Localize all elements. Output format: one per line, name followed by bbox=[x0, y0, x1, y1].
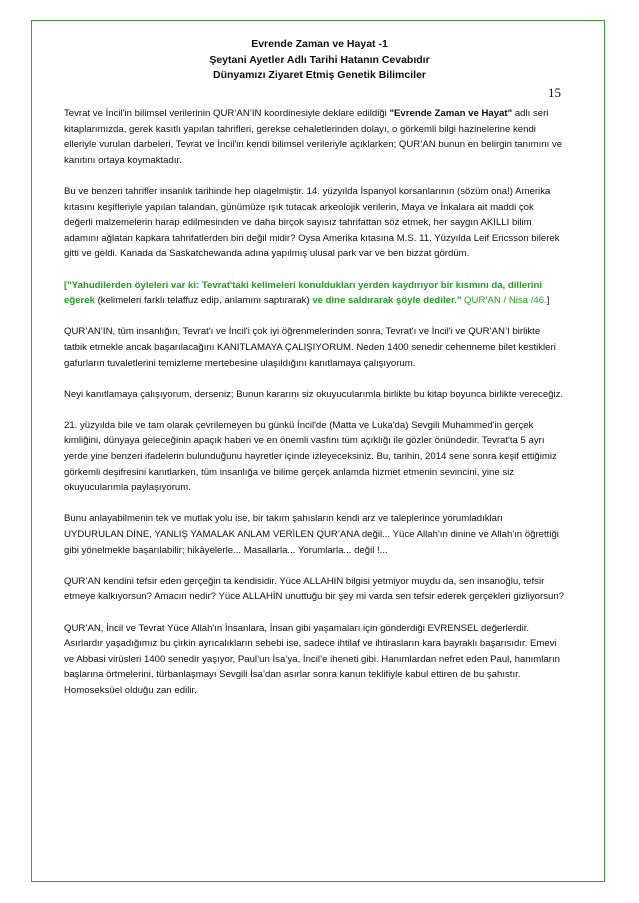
header-title: Evrende Zaman ve Hayat -1 bbox=[251, 38, 388, 50]
paragraph-4: QUR’AN’IN, tüm insanlığın, Tevrat'ı ve İncil'i çok iyi öğrenmelerinden sonra, Tevrat'ı ve İncil'i ve QUR’AN’I birlikte tatbik etmekle ancak başarılacağını KANITLAMAYA ÇALIŞIYORUM. Neden 1400 senedir cehenneme bilet kestikleri gafurların tuvaletlerini temizleme mertebesine ulaşıldığını kanıtlamaya çalışıyorum. bbox=[64, 326, 556, 369]
quote-text-2: ve dine saldırarak şöyle dediler." bbox=[312, 295, 462, 307]
paragraph-1 bbox=[64, 106, 564, 168]
paragraph-2: Bu ve benzeri tahrifler insanlık tarihinde hep olagelmiştir. 14. yüzyılda İspanyol korsanlarının (sözüm ona!) Amerika kıtasını keşifleriyle yapılan talandan, günümüze ışık tutacak arkeolojik verilerin, Maya ve İnkalara ait maddi çok değerli malzemelerin harap edilmesinden ve daha birçok sayısız tahrifattan söz etmek, her saygın AKILLI bilim adamını ağlatan kapkara tahrifatlerden biri değil midir? Oysa Amerika kıtasına M.S. 11. Yüzyılda Leif Ericsson bilerek gitti ve geldi. Kanada da Saskatchewanda adına yapılmış ulusal park var ve ben bizzat gördüm. bbox=[64, 185, 560, 260]
quote-text-1: "Yahudilerden öyleleri var ki: Tevrat'taki kelimeleri konuldukları yerden kaydırıyor bir kısmını da, dillerini eğerek bbox=[64, 279, 542, 307]
paragraph-7: Bunu anlayabilmenin tek ve mutlak yolu ise, bir takım şahısların kendi arz ve taleplerince yorumladıkları UYDURULAN DİNE, YANLIŞ YAMALAK ANLAM VERİLEN QUR’ANA değil... Yüce Allah'ın dinine ve Allah'ın öğrettiği gibi yönelmekle başarılabilir; hikâyelerle... Masallarla... Yorumlarla... değil !... bbox=[64, 513, 559, 556]
quote-close-bracket: ] bbox=[546, 295, 550, 307]
paragraph-quote bbox=[64, 278, 564, 309]
quote-open-bracket: [ bbox=[64, 279, 68, 291]
quote-explanation: (kelimeleri farklı telaffuz edip, anlamını saptırarak) bbox=[94, 295, 313, 307]
header-subtitle: Şeytani Ayetler Adlı Tarihi Hatanın Cevabıdır bbox=[209, 53, 430, 66]
document-body bbox=[64, 106, 564, 714]
paragraph-1-text: Tevrat ve İncil'in bilimsel verilerinin QUR’AN’IN koordinesiyle deklare edildiği bbox=[64, 108, 390, 119]
paragraph-5: Neyi kanıtlamaya çalışıyorum, derseniz; Bunun kararını siz okuyucularımla birlikte bu kitap boyunca birlikte vereceğiz. bbox=[64, 388, 564, 400]
document-header bbox=[0, 37, 639, 84]
book-title: "Evrende Zaman ve Hayat" bbox=[389, 108, 513, 119]
paragraph-1-text-2: adlı seri kitaplarımızda, gerek kasıtlı yapılan tahrifleri, gerekse cehaletlerinden dolayı, o görkemli bilgi hazinelerine kendi elleriyle vurulan darbeleri, Tevrat ve İncil'in kendi bilimsel verileriyle açıklarken; QUR’AN bunun en belirgin tanımını ve kanıtını ortaya koymaktadır. bbox=[64, 108, 563, 166]
paragraph-8: QUR’AN kendini tefsir eden gerçeğin ta kendisidir. Yüce ALLAHIN bilgisi yetmiyor muydu da, sen insanoğlu, tefsir etmeye kalkıyorsun? Amacın nedir? Yüce ALLAHİN unuttuğu bir şey mi varda sen tefsir ederek gerçekleri gizliyorsun? bbox=[64, 575, 565, 603]
page-number: 15 bbox=[548, 85, 561, 100]
paragraph-6: 21. yüzyılda bile ve tam olarak çevrilemeyen bu günkü İncil'de (Matta ve Luka'da) Sevgili Muhammed'in gerçek kimliğini, dünyaya geleceğinin apaçık haberi ve en önemli vasfını tüm açıklığı ile gözler önündedir. Tevrat'ta 5 ayrı yerde yine benzeri ifadelerin bulunduğunu hayretler içinde izleyeceksiniz. Bu, tarihin, 2014 sene sonra keşif ettiğimiz görkemli deşifresini kanıtlarken, tüm insanlığa ve bilime gerçek anlamda hizmet etmenin sevincini, yine siz okuyucularımla paylaşıyorum. bbox=[64, 419, 557, 494]
header-subtitle-2: Dünyamızı Ziyaret Etmiş Genetik Bilimciler bbox=[213, 69, 426, 81]
quote-reference: QUR’AN / Nisa /46. bbox=[461, 295, 547, 307]
paragraph-9: QUR’AN, İncil ve Tevrat Yüce Allah'ın İnsanlara, İnsan gibi yaşamaları için gönderdiği EVRENSEL değerlerdir. Asırlardır yaşadığımız bu çirkin ayrıcalıkların sebebi ise, sadece ihtilaf ve ihtirasların kara bayraklı başarısıdır. Emevi ve Abbasi virüsleri 1400 senedir yaşıyor, Paul’un İsa’ya, İncil’e iheneti gibi. Hanımlardan nefret eden Paul, hanımların başlarına örtmelerini, türbanlaşmayı Sevgili İsa’dan asırlar sonra kanun teklifiyle kabul ettiren de bu şahıstır. Homoseksüel olduğu zan edilir. bbox=[64, 622, 560, 696]
